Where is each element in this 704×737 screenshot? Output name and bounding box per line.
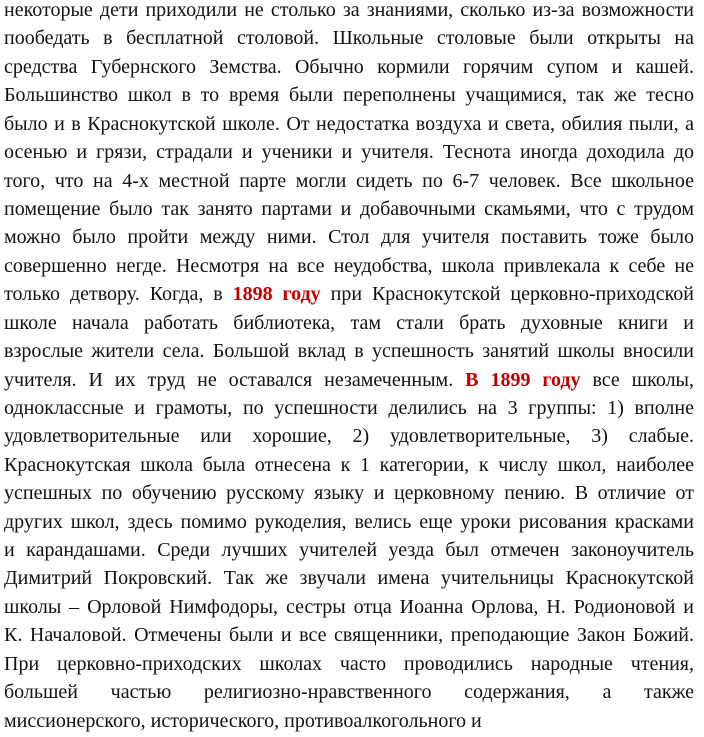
text-line: школы – Орловой Нимфодоры, сестры отца Иоанна Орлова, Н. Родионовой и (4, 595, 694, 618)
text-line: можно было пройти между ними. Стол для учителя поставить тоже было (4, 226, 694, 249)
highlighted-year: 1898 году (232, 283, 321, 306)
text-line: миссионерского, исторического, противоалкогольного и (4, 709, 482, 732)
text-line: осенью и грязи, страдали и ученики и учителя. Теснота иногда доходила до (4, 141, 694, 164)
text-line: и карандашами. Среди лучших учителей уезда был отмечен законоучитель (4, 539, 694, 562)
text-line: учителя. И их труд не оставался незамеченным. В 1899 году все школы, (4, 368, 694, 391)
text-line: других школ, здесь помимо рукоделия, велись еще уроки рисования красками (4, 510, 694, 533)
highlighted-year: В 1899 году (465, 368, 581, 391)
text-line: одноклассные и грамоты, по успешности делились на 3 группы: 1) вполне (4, 396, 694, 419)
text-line: только детвору. Когда, в 1898 году при Краснокутской церковно-приходской (4, 283, 694, 306)
text-line: школе начала работать библиотека, там стали брать духовные книги и (4, 311, 694, 334)
text-line: того, что на 4-х местной парте могли сидеть по 6-7 человек. Все школьное (4, 169, 694, 192)
text-line: При церковно-приходских школах часто проводились народные чтения, (4, 652, 694, 675)
text-line: Большинство школ в то время были переполнены учащимися, так же тесно (4, 84, 694, 107)
text-line: взрослые жители села. Большой вклад в успешность занятий школы вносили (4, 340, 694, 363)
text-line: К. Началовой. Отмечены были и все священники, преподающие Закон Божий. (4, 624, 694, 647)
text-line: совершенно негде. Несмотря на все неудобства, школа привлекала к себе не (4, 254, 694, 277)
text-line: некоторые дети приходили не столько за знаниями, сколько из-за возможности (4, 0, 694, 21)
text-line: помещение было так занято партами и добавочными скамьями, что с трудом (4, 197, 694, 220)
text-line: большей частью религиозно-нравственного содержания, а также (4, 681, 694, 704)
text-line: удовлетворительные или хорошие, 2) удовлетворительные, 3) слабые. (4, 425, 694, 448)
text-line: успешных по обучению русскому языку и церковному пению. В отличие от (4, 482, 694, 505)
text-line: Краснокутская школа была отнесена к 1 категории, к числу школ, наиболее (4, 453, 694, 476)
text-line: было и в Краснокутской школе. От недостатка воздуха и света, обилия пыли, а (4, 112, 694, 135)
text-line: средства Губернского Земства. Обычно кормили горячим супом и кашей. (4, 55, 694, 78)
text-line: пообедать в бесплатной столовой. Школьные столовые были открыты на (4, 27, 694, 50)
text-line: Димитрий Покровский. Так же звучали имена учительницы Краснокутской (4, 567, 694, 590)
